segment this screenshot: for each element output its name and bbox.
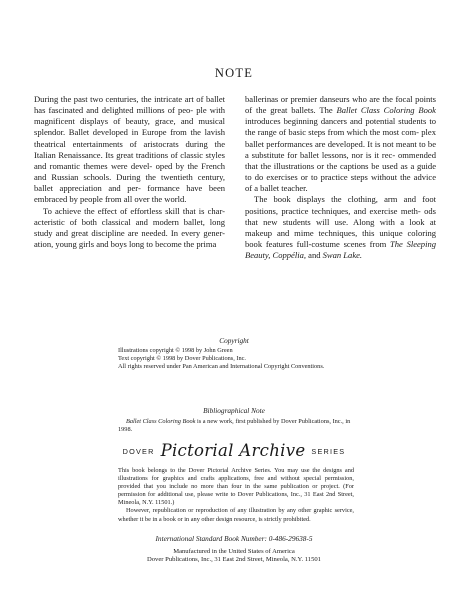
series-script-title: Pictorial Archive bbox=[160, 441, 306, 460]
text-line: to the range of basic steps from which the most com- bbox=[245, 116, 436, 138]
ballet-title: The Sleeping bbox=[390, 239, 436, 250]
series-word: SERIES bbox=[311, 447, 346, 456]
series-logo bbox=[0, 441, 468, 461]
text-line: book features full-costume scenes from bbox=[245, 239, 390, 250]
text-line: used as a guide to do exercises or to practice steps bbox=[245, 160, 436, 183]
text-line: ballet has fascinated and delighted millions of peo- bbox=[34, 94, 225, 116]
text-line: ple with magnificent displays of beauty, grace, and bbox=[34, 105, 225, 127]
archive-paragraph-2: However, republication or reproduction of any illustration by any other graphic service, whether it be in a book or in any other design resource, is strictly prohibited. bbox=[118, 507, 354, 523]
note-paragraph-3 bbox=[245, 94, 436, 194]
page-title: NOTE bbox=[214, 66, 254, 80]
book-title: Ballet Class Coloring Book bbox=[336, 105, 436, 116]
bibliographical-text: is a new work, first published by Dover Publications, Inc., in 1998. bbox=[118, 418, 351, 434]
text-line: makeup and mime techniques, this unique coloring bbox=[245, 227, 436, 238]
text-line: meant to be a substitute for ballet lessons, nor is it rec- bbox=[245, 138, 436, 160]
manufacture-line: Dover Publications, Inc., 31 East 2nd Street, Mineola, N.Y. 11501 bbox=[147, 556, 321, 564]
text-line: oped by the French and Russian schools. During bbox=[34, 160, 226, 183]
note-paragraph-2 bbox=[34, 206, 225, 251]
note-paragraph-4 bbox=[245, 194, 436, 261]
text-line: without the advice of a ballet teacher. bbox=[245, 172, 436, 194]
isbn-label: International Standard Book Number: bbox=[155, 534, 269, 543]
text-line: of classic styles and romantic themes were devel- bbox=[34, 149, 225, 171]
manufacture-line: Manufactured in the United States of America bbox=[173, 548, 295, 555]
bibliographical-note bbox=[118, 418, 354, 434]
text-line: The book displays the clothing, arm and foot bbox=[254, 194, 436, 205]
text-line: ballerinas or premier danseurs who are the focal points bbox=[245, 94, 436, 104]
text-line: musical splendor. Ballet developed in Europe from bbox=[34, 116, 225, 138]
ballet-title: Swan Lake. bbox=[322, 250, 363, 261]
book-title: Ballet Class Coloring Book bbox=[126, 418, 196, 425]
text-line: study and great discipline are needed. In every gener- bbox=[34, 227, 225, 238]
copyright-line: Illustrations copyright © 1998 by John Green bbox=[118, 347, 233, 354]
archive-paragraph-1: This book belongs to the Dover Pictorial Archive Series. You may use the designs and illustrations for graphics and crafts applications, free and without special permission, provided that you include no more than four in the same publication or project. (For permission for additional use, please write to Dover Publications, Inc., 31 East 2nd Street, Mineola, N.Y. 11501.) bbox=[118, 467, 354, 507]
copyright-line: Text copyright © 1998 by Dover Publications, Inc. bbox=[118, 355, 246, 363]
manufacture-info bbox=[0, 548, 468, 565]
text-line: the lavish theatrical entertainments of aristocrats bbox=[34, 127, 225, 149]
text-line: formance have been embraced by people from all bbox=[34, 183, 226, 205]
isbn bbox=[0, 534, 468, 543]
text-line: ommended that the illustrations or the captions be bbox=[245, 149, 436, 171]
text-line: introduces beginning dancers and potential students bbox=[245, 116, 427, 127]
text-line: the twentieth century, ballet appreciation and per- bbox=[34, 172, 226, 194]
note-left-column bbox=[34, 94, 225, 250]
text-line: over the world. bbox=[134, 194, 187, 205]
archive-permissions bbox=[118, 467, 354, 524]
text-line: To achieve the effect of effortless skill that is char- bbox=[43, 205, 225, 216]
text-line: of the great ballets. The bbox=[245, 105, 337, 116]
text-line: and bbox=[306, 250, 323, 261]
copyright-line: All rights reserved under Pan American and International Copyright Conventions. bbox=[118, 363, 325, 371]
bibliographical-heading: Bibliographical Note bbox=[203, 406, 265, 415]
note-paragraph-1 bbox=[34, 94, 225, 206]
text-line: ation, young girls and boys long to become the prima bbox=[34, 239, 217, 250]
text-line: positions, practice techniques, and exercise meth- bbox=[245, 205, 421, 216]
copyright-notice bbox=[118, 347, 418, 372]
text-line: ods that new students will use. Along with a look at bbox=[245, 205, 436, 227]
text-line: plex ballet performances are developed. It is not bbox=[245, 127, 436, 149]
text-line: acteristic of both classical and modern ballet, long bbox=[34, 216, 225, 227]
series-publisher: DOVER bbox=[122, 447, 155, 456]
copyright-heading: Copyright bbox=[219, 336, 249, 345]
text-line: During the past two centuries, the intricate art of bbox=[34, 94, 204, 104]
bibliographical-paragraph bbox=[118, 418, 354, 434]
ballet-title: Beauty, Coppélia, bbox=[245, 250, 307, 261]
isbn-number: 0-486-29638-5 bbox=[268, 534, 313, 543]
note-right-column bbox=[245, 94, 436, 261]
text-line: during the Italian Renaissance. Its great traditions bbox=[34, 138, 225, 160]
